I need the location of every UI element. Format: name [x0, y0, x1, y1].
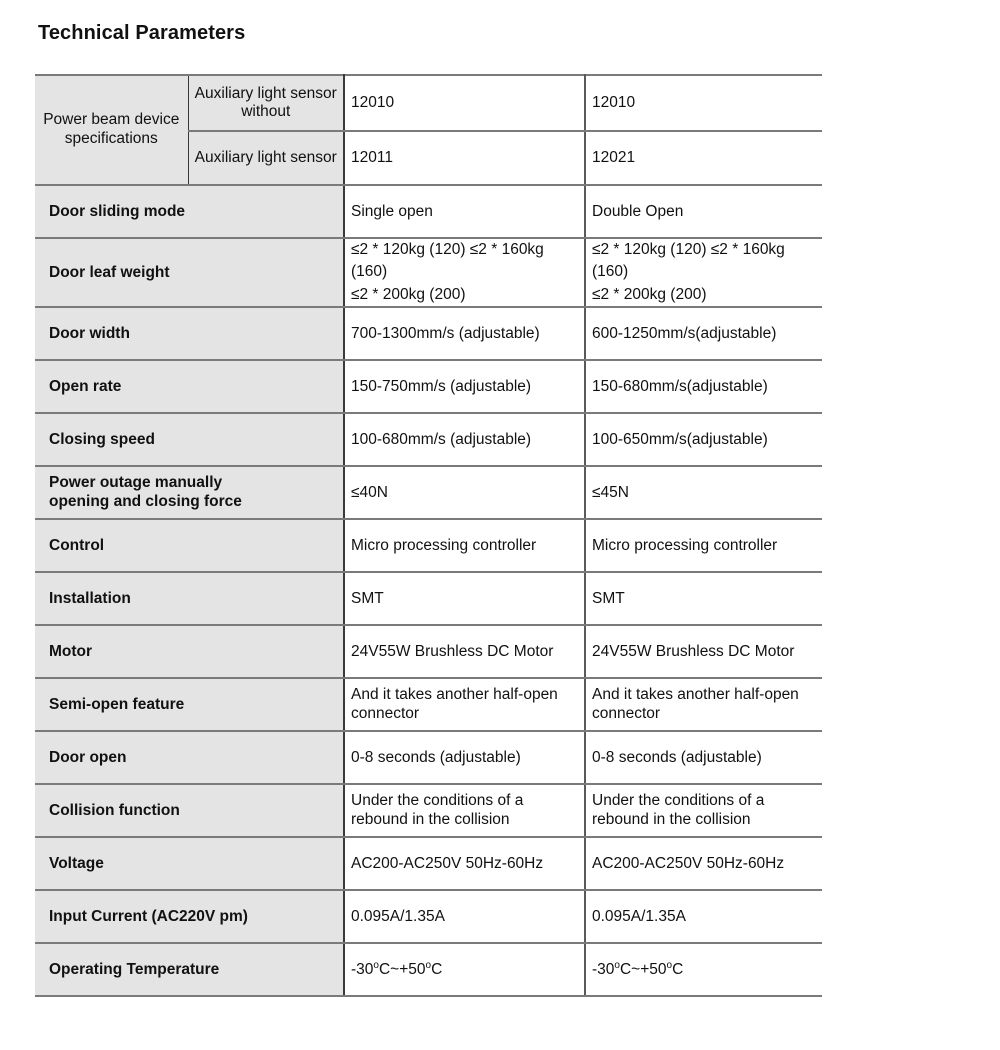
table-row — [35, 75, 822, 131]
double-open-value: 600-1250mm/s(adjustable) — [585, 307, 822, 360]
double-open-value: 0-8 seconds (adjustable) — [585, 731, 822, 784]
spec-group-label: Power beam device specifications — [35, 75, 188, 185]
double-open-value: 24V55W Brushless DC Motor — [585, 625, 822, 678]
double-open-value: And it takes another half-open connector — [585, 678, 822, 731]
double-open-value: 150-680mm/s(adjustable) — [585, 360, 822, 413]
double-open-value: Double Open — [585, 185, 822, 238]
single-open-value: 12010 — [344, 75, 585, 131]
single-open-value: And it takes another half-open connector — [344, 678, 585, 731]
single-open-value: 700-1300mm/s (adjustable) — [344, 307, 585, 360]
row-label: Voltage — [35, 837, 344, 890]
row-label: Semi-open feature — [35, 678, 344, 731]
row-label: Door sliding mode — [35, 185, 344, 238]
table-row — [35, 360, 822, 413]
double-open-value — [585, 943, 822, 996]
row-label: Auxiliary light sensor without — [188, 75, 344, 131]
degree-mark: o — [425, 960, 432, 972]
row-label: Motor — [35, 625, 344, 678]
weight-line: ≤2 * 120kg (120) ≤2 * 160kg (160) — [351, 241, 544, 281]
row-label: Door width — [35, 307, 344, 360]
single-open-value: 100-680mm/s (adjustable) — [344, 413, 585, 466]
page-title: Technical Parameters — [38, 22, 246, 44]
single-open-value — [344, 943, 585, 996]
single-open-value: 12011 — [344, 131, 585, 185]
row-label: Door leaf weight — [35, 238, 344, 307]
double-open-value: 12021 — [585, 131, 822, 185]
single-open-value: Single open — [344, 185, 585, 238]
table-row — [35, 185, 822, 238]
temp-text: -30 — [351, 961, 374, 979]
double-open-value: 12010 — [585, 75, 822, 131]
table-row — [35, 625, 822, 678]
single-open-value: Under the conditions of a rebound in the collision — [344, 784, 585, 837]
table-row — [35, 837, 822, 890]
degree-mark: o — [666, 960, 673, 972]
temp-text: C — [672, 961, 684, 979]
table-row — [35, 890, 822, 943]
table-row — [35, 519, 822, 572]
table-row — [35, 784, 822, 837]
row-label: Door open — [35, 731, 344, 784]
table-row — [35, 238, 822, 307]
double-open-value — [585, 238, 822, 307]
row-label: Open rate — [35, 360, 344, 413]
row-label: Operating Temperature — [35, 943, 344, 996]
double-open-value: AC200-AC250V 50Hz-60Hz — [585, 837, 822, 890]
technical-parameters-table — [35, 74, 822, 997]
table-row — [35, 307, 822, 360]
row-label: Control — [35, 519, 344, 572]
temp-text: C~+50 — [619, 961, 667, 979]
degree-mark: o — [373, 960, 379, 972]
table-row — [35, 413, 822, 466]
row-label: Closing speed — [35, 413, 344, 466]
table-row — [35, 678, 822, 731]
row-label: Installation — [35, 572, 344, 625]
table-row — [35, 572, 822, 625]
temp-text: -30 — [592, 961, 615, 979]
single-open-value: 0-8 seconds (adjustable) — [344, 731, 585, 784]
temp-text: C~+50 — [378, 961, 426, 979]
single-open-value — [344, 238, 585, 307]
row-label: Collision function — [35, 784, 344, 837]
table-row — [35, 466, 822, 519]
row-label: Auxiliary light sensor — [188, 131, 344, 185]
weight-line: ≤2 * 200kg (200) — [592, 285, 707, 303]
single-open-value: Micro processing controller — [344, 519, 585, 572]
degree-mark: o — [614, 960, 620, 972]
single-open-value: SMT — [344, 572, 585, 625]
weight-line: ≤2 * 120kg (120) ≤2 * 160kg (160) — [592, 241, 785, 281]
double-open-value: Micro processing controller — [585, 519, 822, 572]
double-open-value: Under the conditions of a rebound in the collision — [585, 784, 822, 837]
double-open-value: 100-650mm/s(adjustable) — [585, 413, 822, 466]
double-open-value: SMT — [585, 572, 822, 625]
single-open-value: AC200-AC250V 50Hz-60Hz — [344, 837, 585, 890]
single-open-value: ≤40N — [344, 466, 585, 519]
double-open-value: ≤45N — [585, 466, 822, 519]
row-label: Power outage manually opening and closing force — [35, 466, 344, 519]
temp-text: C — [431, 961, 443, 979]
table-row — [35, 731, 822, 784]
row-label: Input Current (AC220V pm) — [35, 890, 344, 943]
single-open-value: 0.095A/1.35A — [344, 890, 585, 943]
single-open-value: 24V55W Brushless DC Motor — [344, 625, 585, 678]
single-open-value: 150-750mm/s (adjustable) — [344, 360, 585, 413]
table-row — [35, 943, 822, 996]
weight-line: ≤2 * 200kg (200) — [351, 285, 466, 303]
double-open-value: 0.095A/1.35A — [585, 890, 822, 943]
